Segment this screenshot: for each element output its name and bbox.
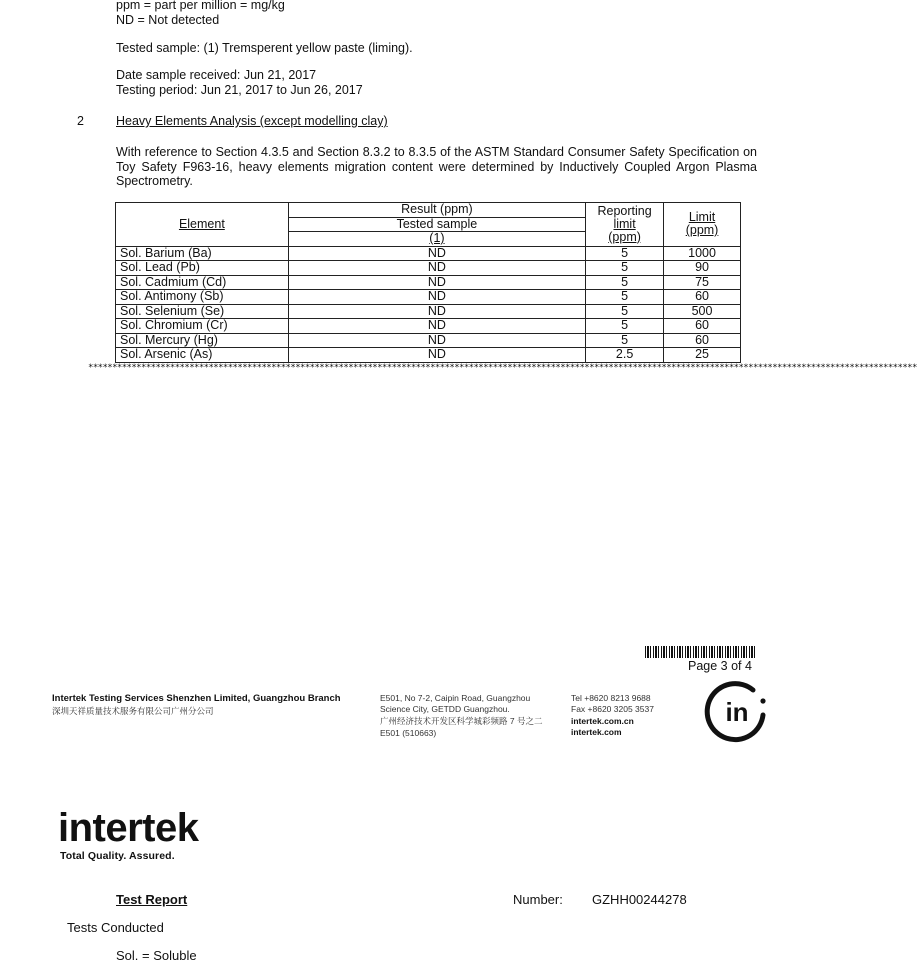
cell-limit: 60	[664, 290, 741, 305]
cell-element: Sol. Arsenic (As)	[116, 348, 289, 363]
table-row	[116, 275, 741, 290]
cell-result: ND	[288, 304, 585, 319]
cell-element: Sol. Selenium (Se)	[116, 304, 289, 319]
section-paragraph: With reference to Section 4.3.5 and Section 8.3.2 to 8.3.5 of the ASTM Standard Consumer Safety Specification on Toy Safety F963-16, heavy elements migration content were determined by Inductively Coupled Argon Plasma Spectrometry.	[116, 145, 757, 188]
cell-result: ND	[288, 319, 585, 334]
header-tested-sample: Tested sample	[288, 217, 585, 232]
cell-result: ND	[288, 348, 585, 363]
cell-element: Sol. Mercury (Hg)	[116, 333, 289, 348]
report-title: Test Report	[116, 892, 188, 907]
table-row	[116, 290, 741, 305]
company-name-cn: 深圳天祥质量技术服务有限公司广州分公司	[52, 706, 214, 716]
table-row	[116, 333, 741, 348]
heavy-elements-table	[115, 202, 741, 363]
cell-result: ND	[288, 275, 585, 290]
badge-text: in	[725, 697, 749, 727]
ppm-definition: ppm = part per million = mg/kg	[116, 0, 285, 12]
soluble-definition: Sol. = Soluble	[116, 948, 197, 963]
cell-limit: 75	[664, 275, 741, 290]
address-line-2: Science City, GETDD Guangzhou.	[380, 704, 510, 714]
cell-limit: 90	[664, 261, 741, 276]
date-received-text: Date sample received: Jun 21, 2017	[116, 68, 317, 82]
telephone: Tel +8620 8213 9688	[571, 693, 651, 703]
cell-reporting-limit: 5	[586, 261, 664, 276]
address-line-1: E501, No 7-2, Caipin Road, Guangzhou	[380, 693, 531, 703]
address-line-4: E501 (510663)	[380, 728, 437, 738]
header-reporting-line2: limit	[613, 216, 636, 231]
barcode	[645, 646, 757, 658]
header-limit	[664, 203, 741, 247]
cell-limit: 25	[664, 348, 741, 363]
table-row	[116, 261, 741, 276]
tested-sample-text: Tested sample: (1) Tremsperent yellow paste (liming).	[116, 41, 413, 55]
cell-limit: 60	[664, 319, 741, 334]
divider-line: ****************************************************************************************************************************************************************************	[88, 363, 917, 373]
header-reporting-line3: (ppm)	[608, 229, 641, 244]
header-element: Element	[116, 203, 289, 247]
cell-reporting-limit: 5	[586, 246, 664, 261]
testing-period-text: Testing period: Jun 21, 2017 to Jun 26, 2017	[116, 83, 363, 97]
table-row	[116, 348, 741, 363]
address-line-3: 广州经济技术开发区科学城彩频路 7 号之二	[380, 716, 543, 726]
header-limit-line1: Limit	[688, 209, 716, 224]
intertek-badge-icon	[700, 677, 774, 745]
cell-element: Sol. Antimony (Sb)	[116, 290, 289, 305]
cell-reporting-limit: 2.5	[586, 348, 664, 363]
cell-limit: 60	[664, 333, 741, 348]
cell-element: Sol. Cadmium (Cd)	[116, 275, 289, 290]
cell-reporting-limit: 5	[586, 319, 664, 334]
cell-element: Sol. Chromium (Cr)	[116, 319, 289, 334]
cell-limit: 500	[664, 304, 741, 319]
report-number-label: Number:	[513, 892, 563, 907]
table-row	[116, 246, 741, 261]
header-limit-line2: (ppm)	[685, 223, 719, 238]
section-number: 2	[77, 114, 84, 128]
header-result: Result (ppm)	[288, 203, 585, 218]
cell-reporting-limit: 5	[586, 333, 664, 348]
header-sample-number: (1)	[288, 232, 585, 247]
fax: Fax +8620 3205 3537	[571, 704, 654, 714]
table-row	[116, 304, 741, 319]
section-title: Heavy Elements Analysis (except modelling clay)	[116, 114, 388, 128]
cell-result: ND	[288, 290, 585, 305]
tagline: Total Quality. Assured.	[60, 850, 175, 862]
table-row	[116, 319, 741, 334]
cell-result: ND	[288, 333, 585, 348]
company-name-en: Intertek Testing Services Shenzhen Limited, Guangzhou Branch	[52, 693, 341, 704]
website-cn[interactable]: intertek.com.cn	[571, 716, 634, 726]
page-number: Page 3 of 4	[688, 659, 752, 673]
cell-element: Sol. Lead (Pb)	[116, 261, 289, 276]
cell-element: Sol. Barium (Ba)	[116, 246, 289, 261]
cell-reporting-limit: 5	[586, 275, 664, 290]
intertek-logo	[58, 806, 199, 850]
website-com[interactable]: intertek.com	[571, 727, 622, 737]
tests-conducted-heading: Tests Conducted	[67, 920, 164, 935]
report-number-value: GZHH00244278	[592, 892, 687, 907]
cell-reporting-limit: 5	[586, 304, 664, 319]
header-reporting-limit	[586, 203, 664, 247]
nd-definition: ND = Not detected	[116, 13, 220, 27]
cell-limit: 1000	[664, 246, 741, 261]
logo-wordmark: intertek	[58, 806, 199, 850]
cell-reporting-limit: 5	[586, 290, 664, 305]
cell-result: ND	[288, 261, 585, 276]
table-header-row	[116, 203, 741, 218]
cell-result: ND	[288, 246, 585, 261]
header-reporting-line1: Reporting	[597, 203, 652, 218]
